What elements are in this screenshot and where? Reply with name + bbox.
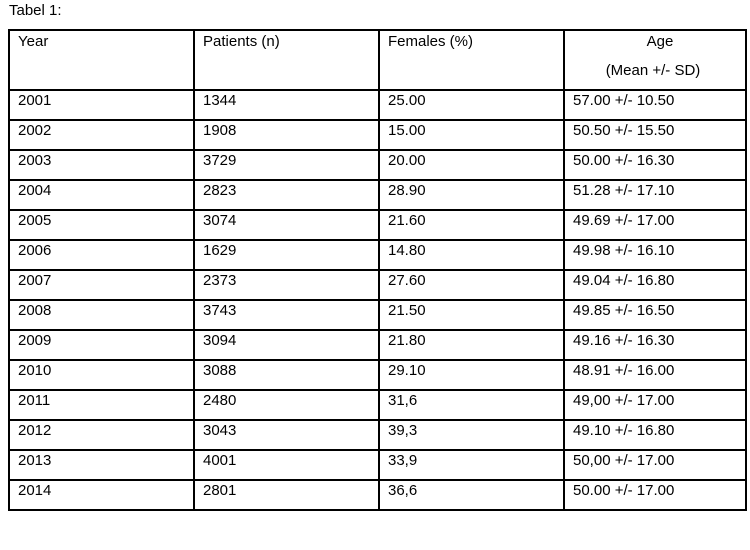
cell-year: 2002	[9, 120, 194, 150]
cell-age: 49.04 +/- 16.80	[564, 270, 746, 300]
table-row	[9, 360, 746, 390]
cell-year: 2011	[9, 390, 194, 420]
table-row	[9, 120, 746, 150]
cell-age: 49.16 +/- 16.30	[564, 330, 746, 360]
cell-females: 31,6	[379, 390, 564, 420]
cell-patients: 2801	[194, 480, 379, 510]
cell-year: 2012	[9, 420, 194, 450]
data-table	[8, 29, 747, 511]
cell-age: 49.10 +/- 16.80	[564, 420, 746, 450]
table-row	[9, 90, 746, 120]
cell-age: 49,00 +/- 17.00	[564, 390, 746, 420]
cell-year: 2006	[9, 240, 194, 270]
header-age-label: Age	[646, 33, 674, 50]
table-row	[9, 210, 746, 240]
table-row	[9, 180, 746, 210]
cell-year: 2009	[9, 330, 194, 360]
cell-females: 25.00	[379, 90, 564, 120]
cell-females: 15.00	[379, 120, 564, 150]
cell-year: 2013	[9, 450, 194, 480]
header-age-sublabel: (Mean +/- SD)	[605, 62, 701, 79]
cell-year: 2001	[9, 90, 194, 120]
table-row	[9, 330, 746, 360]
table-row	[9, 270, 746, 300]
cell-females: 33,9	[379, 450, 564, 480]
table-row	[9, 240, 746, 270]
cell-age: 51.28 +/- 17.10	[564, 180, 746, 210]
table-row	[9, 420, 746, 450]
cell-year: 2008	[9, 300, 194, 330]
cell-females: 21.50	[379, 300, 564, 330]
cell-females: 14.80	[379, 240, 564, 270]
cell-females: 29.10	[379, 360, 564, 390]
cell-patients: 1908	[194, 120, 379, 150]
cell-females: 39,3	[379, 420, 564, 450]
cell-age: 49.85 +/- 16.50	[564, 300, 746, 330]
table-row	[9, 450, 746, 480]
cell-females: 27.60	[379, 270, 564, 300]
cell-age: 50.00 +/- 16.30	[564, 150, 746, 180]
cell-age: 50,00 +/- 17.00	[564, 450, 746, 480]
table-row	[9, 150, 746, 180]
header-year: Year	[9, 30, 194, 90]
cell-patients: 3088	[194, 360, 379, 390]
cell-patients: 2373	[194, 270, 379, 300]
cell-age: 48.91 +/- 16.00	[564, 360, 746, 390]
cell-year: 2007	[9, 270, 194, 300]
cell-age: 57.00 +/- 10.50	[564, 90, 746, 120]
cell-females: 21.80	[379, 330, 564, 360]
header-row	[9, 30, 746, 90]
cell-females: 21.60	[379, 210, 564, 240]
cell-patients: 2480	[194, 390, 379, 420]
table-row	[9, 300, 746, 330]
cell-year: 2005	[9, 210, 194, 240]
cell-age: 50.00 +/- 17.00	[564, 480, 746, 510]
cell-females: 20.00	[379, 150, 564, 180]
cell-patients: 2823	[194, 180, 379, 210]
cell-patients: 3043	[194, 420, 379, 450]
cell-females: 28.90	[379, 180, 564, 210]
cell-patients: 1629	[194, 240, 379, 270]
table-body	[9, 90, 746, 510]
header-patients: Patients (n)	[194, 30, 379, 90]
cell-age: 49.69 +/- 17.00	[564, 210, 746, 240]
table-row	[9, 390, 746, 420]
cell-year: 2003	[9, 150, 194, 180]
cell-year: 2014	[9, 480, 194, 510]
cell-age: 49.98 +/- 16.10	[564, 240, 746, 270]
table-row	[9, 480, 746, 510]
cell-patients: 1344	[194, 90, 379, 120]
table-header	[9, 30, 746, 90]
cell-patients: 4001	[194, 450, 379, 480]
header-females: Females (%)	[379, 30, 564, 90]
cell-year: 2010	[9, 360, 194, 390]
cell-patients: 3729	[194, 150, 379, 180]
cell-patients: 3743	[194, 300, 379, 330]
cell-females: 36,6	[379, 480, 564, 510]
cell-patients: 3094	[194, 330, 379, 360]
cell-patients: 3074	[194, 210, 379, 240]
cell-age: 50.50 +/- 15.50	[564, 120, 746, 150]
cell-year: 2004	[9, 180, 194, 210]
table-caption: Tabel 1:	[9, 2, 62, 19]
header-age	[564, 30, 746, 90]
